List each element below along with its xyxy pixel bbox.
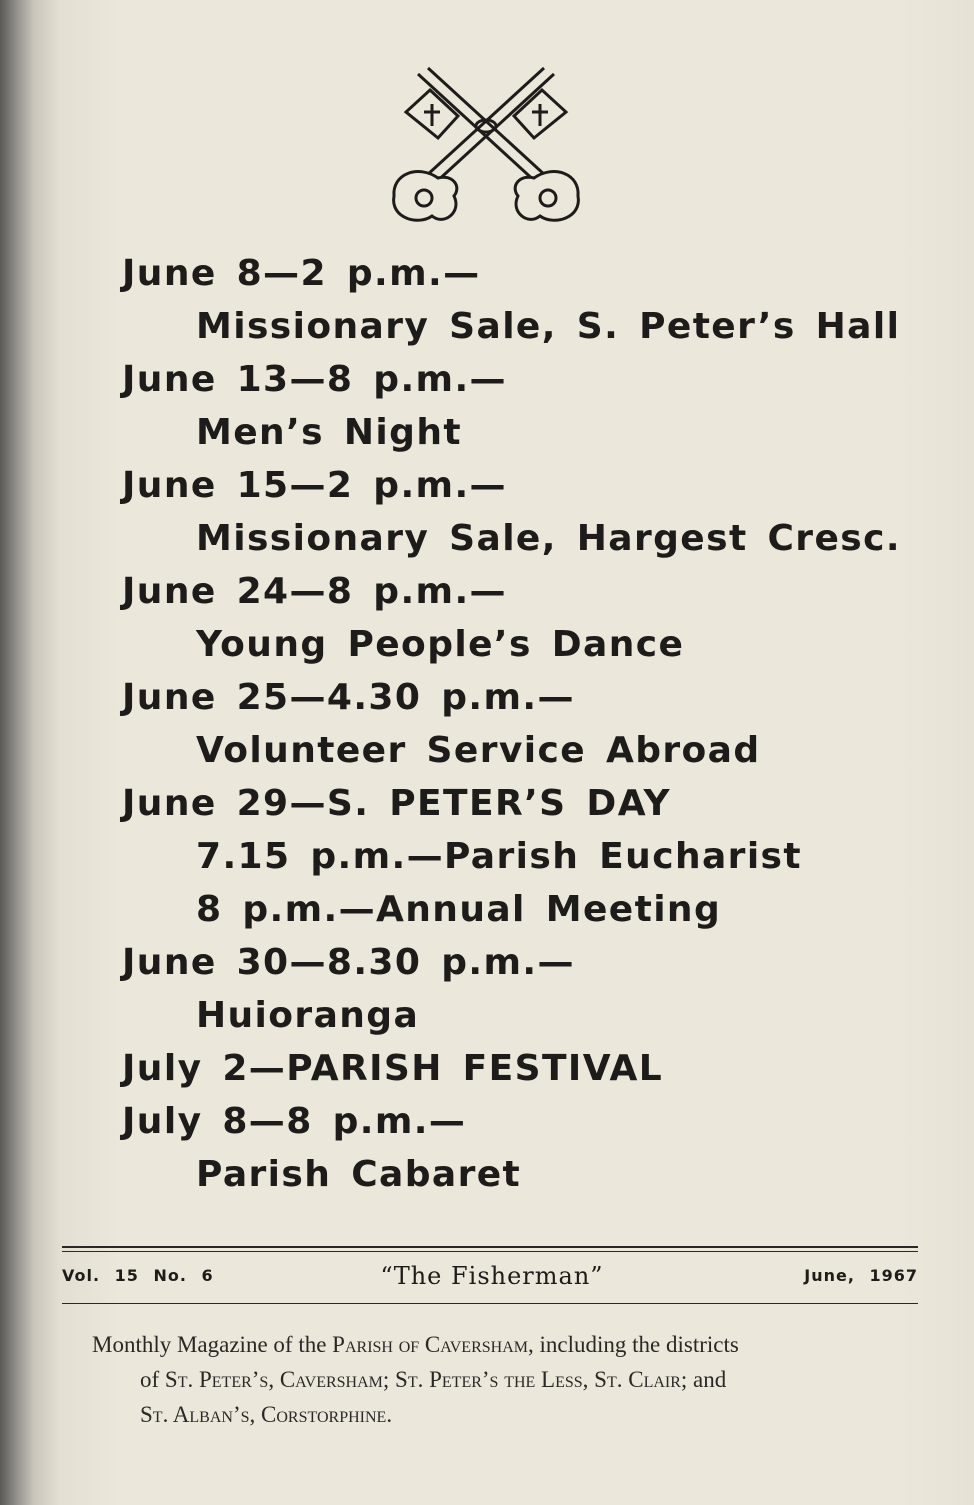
description-line [92, 1327, 892, 1362]
text-span: ; and [680, 1367, 727, 1392]
event-item [122, 247, 922, 353]
event-detail: 7.15 p.m.—Parish Eucharist [196, 836, 802, 877]
volume-number: Vol. 15 No. 6 [62, 1266, 214, 1285]
event-detail: 8 p.m.—Annual Meeting [196, 889, 722, 930]
text-span: . [386, 1402, 393, 1427]
issue-date: June, 1967 [804, 1266, 918, 1285]
event-detail: Huioranga [196, 995, 420, 1036]
event-date: July 2—PARISH FESTIVAL [122, 1048, 664, 1089]
event-item [122, 565, 922, 671]
magazine-title: “The Fisherman” [380, 1262, 604, 1290]
event-item [122, 936, 922, 1042]
event-item [122, 1042, 922, 1095]
district-name: St. Alban’s, Corstorphine [140, 1402, 387, 1427]
event-date: June 25—4.30 p.m.— [122, 677, 575, 718]
text-span: , including the districts [528, 1332, 739, 1357]
magazine-description [92, 1327, 892, 1432]
crossed-keys-icon [388, 66, 584, 232]
text-span: of [140, 1367, 165, 1392]
event-date: June 30—8.30 p.m.— [122, 942, 575, 983]
event-item [122, 777, 922, 936]
event-date: June 24—8 p.m.— [122, 571, 507, 612]
divider-top-thin [62, 1251, 918, 1252]
text-span: Monthly Magazine of the [92, 1332, 333, 1357]
events-list [122, 247, 922, 1201]
event-detail: Volunteer Service Abroad [196, 730, 761, 771]
event-detail: Missionary Sale, S. Peter’s Hall [196, 306, 901, 347]
event-item [122, 459, 922, 565]
text-span: ; [382, 1367, 396, 1392]
event-date: June 29—S. PETER’S DAY [122, 783, 671, 824]
event-item [122, 671, 922, 777]
district-name: St. Peter’s the Less, St. Clair [395, 1367, 681, 1392]
event-date: June 8—2 p.m.— [122, 253, 481, 294]
description-line [92, 1397, 892, 1432]
event-date: June 15—2 p.m.— [122, 465, 507, 506]
event-item [122, 1095, 922, 1201]
district-name: St. Peter’s, Caversham [164, 1367, 383, 1392]
event-date: June 13—8 p.m.— [122, 359, 507, 400]
event-detail: Young People’s Dance [196, 624, 685, 665]
parish-name: Parish of Caversham [332, 1332, 528, 1357]
description-line [92, 1362, 892, 1397]
divider-bottom [62, 1303, 918, 1304]
event-date: July 8—8 p.m.— [122, 1101, 467, 1142]
masthead [62, 1262, 918, 1294]
event-detail: Men’s Night [196, 412, 462, 453]
divider-top [62, 1246, 918, 1248]
event-detail: Parish Cabaret [196, 1154, 522, 1195]
event-item [122, 353, 922, 459]
event-detail: Missionary Sale, Hargest Cresc. [196, 518, 901, 559]
